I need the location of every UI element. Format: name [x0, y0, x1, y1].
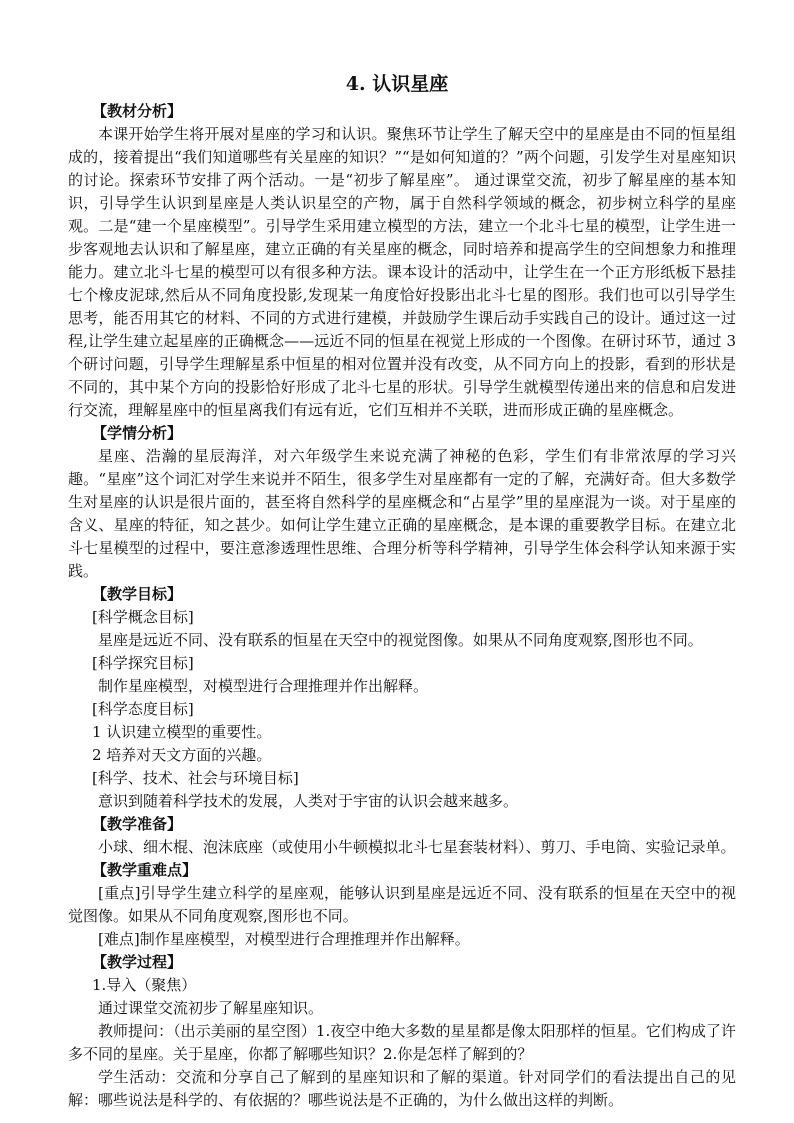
learners-paragraph: 星座、浩瀚的星辰海洋，对六年级学生来说充满了神秘的色彩，学生们有非常浓厚的学习兴趣。“星座”这个词汇对学生来说并不陌生，很多学生对星座都有一定的了解，充满好奇。但大多数学生对星座的认识是很片面的，甚至将自然科学的星座概念和“占星学”里的星座混为一谈。对于星座的含义、星座的特征，知之甚少。如何让学生建立正确的星座概念，是本课的重要教学目标。在建立北斗七星模型的过程中，要注意渗透理性思维、合理分析等科学精神，引导学生体会科学认知来源于实践。 — [68, 447, 736, 580]
difficulty-paragraph: [难点]制作星座模型，对模型进行合理推理并作出解释。 — [98, 930, 470, 948]
process-step-title: 1.导入（聚焦） — [92, 976, 197, 994]
page-title: 4. 认识星座 — [345, 73, 449, 95]
section-heading-keypoints: 【教学重难点】 — [92, 861, 198, 879]
document-body — [68, 100, 736, 1112]
section-heading-analysis: 【教材分析】 — [92, 102, 183, 120]
section-heading-process: 【教学过程】 — [92, 953, 183, 971]
goal-label-attitude: [科学态度目标] — [92, 700, 194, 718]
teacher-question-paragraph: 教师提问：（出示美丽的星空图）1.夜空中绝大多数的星星都是像太阳那样的恒星。它们构成了许多不同的星座。关于星座，你都了解哪些知识？2.你是怎样了解到的？ — [68, 1022, 736, 1063]
section-heading-goals: 【教学目标】 — [92, 585, 183, 603]
goal-label-inquiry: [科学探究目标] — [92, 654, 194, 672]
goal-label-concept: [科学概念目标] — [92, 608, 194, 626]
process-step-text: 通过课堂交流初步了解星座知识。 — [98, 999, 324, 1017]
goal-attitude-item: 2 培养对天文方面的兴趣。 — [92, 746, 272, 764]
prep-paragraph: 小球、细木棍、泡沫底座（或使用小牛顿模拟北斗七星套装材料）、剪刀、手电筒、实验记录单。 — [98, 838, 736, 856]
analysis-paragraph: 本课开始学生将开展对星座的学习和认识。聚焦环节让学生了解天空中的星座是由不同的恒星组成的，接着提出“我们知道哪些有关星座的知识？”“是如何知道的？”两个问题，引发学生对星座知识的讨论。探索环节安排了两个活动。一是“初步了解星座”。 通过课堂交流，初步了解星座的基本知识，引导学生认识到星座是人类认识星空的产物，属于自然科学领域的概念，初步树立科学的星座观。二是“建一个星座模型”。引导学生采用建立模型的方法，建立一个北斗七星的模型，让学生进一步客观地去认识和了解星座，建立正确的有关星座的概念，同时培养和提高学生的空间想象力和推理能力。建立北斗七星的模型可以有很多种方法。课本设计的活动中，让学生在一个正方形纸板下悬挂七个橡皮泥球,然后从不同角度投影,发现某一角度恰好投影出北斗七星的图形。我们也可以引导学生思考，能否用其它的材料、不同的方式进行建模，并鼓励学生课后动手实践自己的设计。通过这一过程,让学生建立起星座的正确概念——远近不同的恒星在视觉上形成的一个图像。在研讨环节，通过 3 个研讨问题，引导学生理解星系中恒星的相对位置并没有改变，从不同方向上的投影，看到的形状是不同的，其中某个方向的投影恰好形成了北斗七星的形状。引导学生就模型传递出来的信息和启发进行交流，理解星座中的恒星离我们有远有近，它们互相并不关联，进而形成正确的星座概念。 — [68, 125, 736, 419]
goal-text-concept: 星座是远近不同、没有联系的恒星在天空中的视觉图像。如果从不同角度观察,图形也不同。 — [98, 631, 703, 649]
student-activity-paragraph: 学生活动：交流和分享自己了解到的星座知识和了解的渠道。针对同学们的看法提出自己的见解：哪些说法是科学的、有依据的？哪些说法是不正确的，为什么做出这样的判断。 — [68, 1068, 736, 1109]
goal-label-stse: [科学、技术、社会与环境目标] — [92, 769, 299, 787]
goal-attitude-item: 1 认识建立模型的重要性。 — [92, 723, 272, 741]
goal-text-inquiry: 制作星座模型，对模型进行合理推理并作出解释。 — [98, 677, 429, 695]
section-heading-prep: 【教学准备】 — [92, 815, 183, 833]
goal-text-stse: 意识到随着科学技术的发展，人类对于宇宙的认识会越来越多。 — [98, 792, 519, 810]
keypoint-paragraph: [重点]引导学生建立科学的星座观，能够认识到星座是远近不同、没有联系的恒星在天空中的视觉图像。如果从不同角度观察,图形也不同。 — [68, 884, 736, 925]
section-heading-learners: 【学情分析】 — [92, 424, 183, 442]
